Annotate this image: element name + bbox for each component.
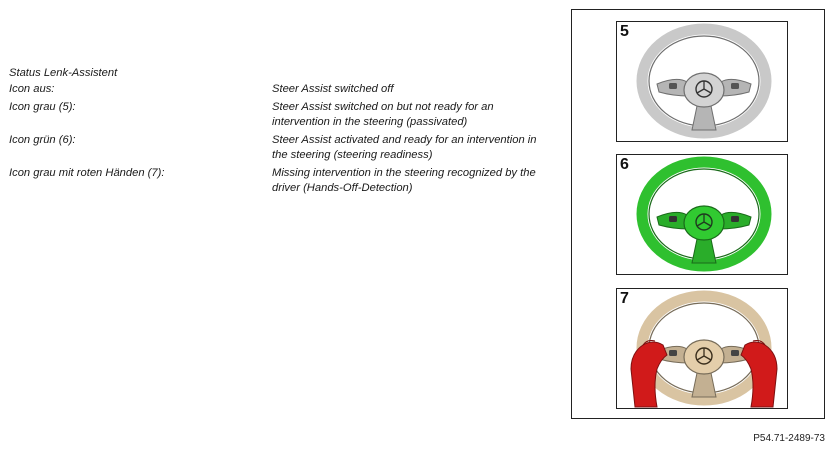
status-term: Icon grün (6): bbox=[9, 134, 76, 146]
panel-number: 6 bbox=[620, 156, 629, 173]
left-hand-icon bbox=[631, 341, 667, 408]
status-row-hands-off bbox=[9, 166, 549, 196]
steering-wheel-grey-icon bbox=[617, 22, 787, 141]
steering-wheel-green-icon bbox=[617, 155, 787, 274]
panel-number: 7 bbox=[620, 290, 629, 307]
status-description: Steer Assist switched on but not ready for an intervention in the steering (passivated) bbox=[272, 101, 494, 128]
panel-green bbox=[616, 154, 788, 275]
steering-wheel-hands-off-icon bbox=[617, 289, 787, 408]
status-row-off bbox=[9, 82, 549, 97]
status-row-grey bbox=[9, 100, 549, 130]
figure-code: P54.71-2489-73 bbox=[753, 433, 825, 444]
panel-hands-off bbox=[616, 288, 788, 409]
right-hand-icon bbox=[741, 341, 777, 408]
status-description: Steer Assist switched off bbox=[272, 83, 394, 95]
status-term: Icon grau mit roten Händen (7): bbox=[9, 167, 165, 179]
status-description: Missing intervention in the steering recognized by the driver (Hands-Off-Detection) bbox=[272, 167, 536, 194]
steering-icon-figure bbox=[571, 9, 825, 419]
status-term: Icon grau (5): bbox=[9, 101, 76, 113]
panel-number: 5 bbox=[620, 23, 629, 40]
panel-grey bbox=[616, 21, 788, 142]
status-term: Icon aus: bbox=[9, 83, 55, 95]
status-title: Status Lenk-Assistent bbox=[9, 67, 118, 79]
status-row-green bbox=[9, 133, 549, 163]
status-description: Steer Assist activated and ready for an intervention in the steering (steering readiness) bbox=[272, 134, 537, 161]
status-description-block bbox=[9, 66, 549, 199]
